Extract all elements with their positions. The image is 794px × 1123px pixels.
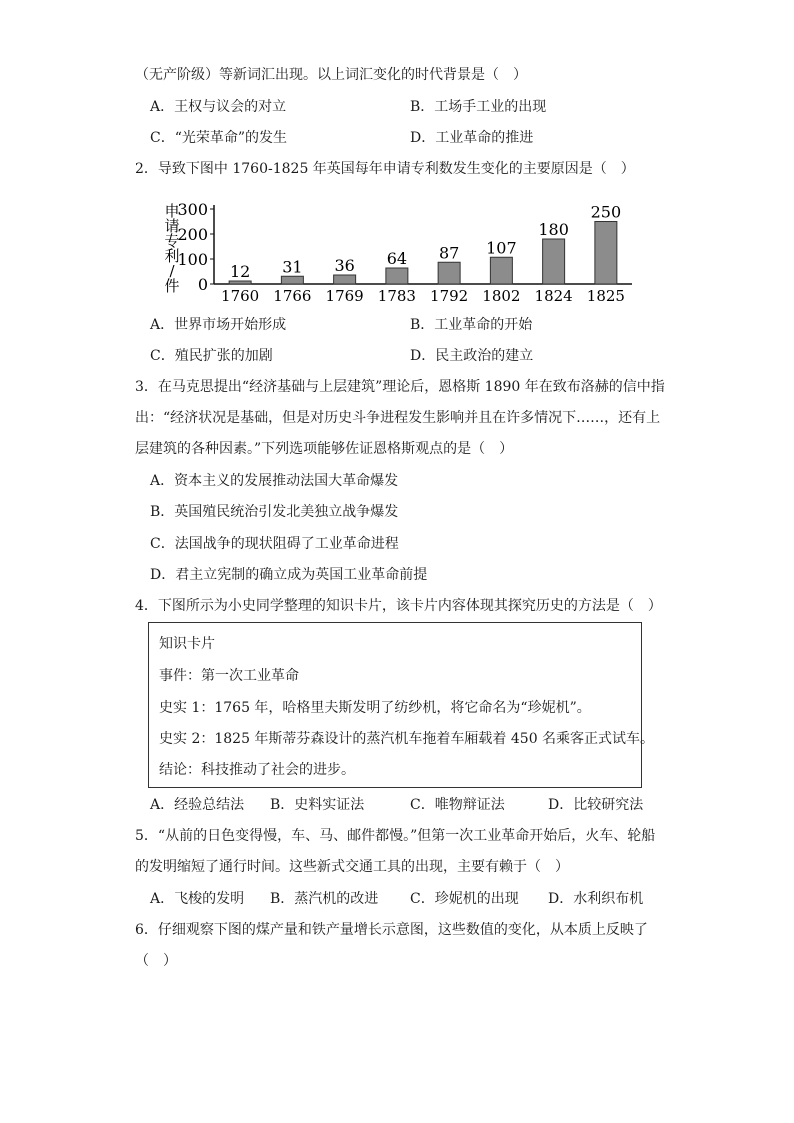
bar-data-label: 250 bbox=[590, 202, 622, 222]
q4-option-a[interactable]: A．经验总结法 bbox=[150, 797, 245, 813]
x-tick-label: 1783 bbox=[377, 287, 416, 305]
q3-stem-line2: 出：“经济状况是基础，但是对历史斗争进程发生影响并且在许多情况下……，还有上 bbox=[135, 410, 661, 426]
q1-option-b[interactable]: B．工场手工业的出现 bbox=[410, 99, 547, 115]
q1-option-c[interactable]: C．“光荣革命”的发生 bbox=[150, 130, 288, 146]
q6-stem-line1: 6．仔细观察下图的煤产量和铁产量增长示意图，这些数值的变化，从本质上反映了 bbox=[135, 922, 648, 938]
x-tick-label: 1824 bbox=[534, 287, 573, 305]
q3-option-d[interactable]: D．君主立宪制的确立成为英国工业革命前提 bbox=[150, 567, 428, 583]
bar bbox=[229, 281, 251, 284]
y-tick-label: 100 bbox=[177, 250, 208, 269]
bar bbox=[438, 262, 460, 284]
bar-data-label: 180 bbox=[538, 220, 569, 239]
bar bbox=[595, 222, 617, 285]
q1-option-a[interactable]: A．王权与议会的对立 bbox=[150, 99, 287, 115]
card-fact-1: 史实 1：1765 年，哈格里夫斯发明了纺纱机，将它命名为“珍妮机”。 bbox=[159, 700, 591, 716]
q5-option-b[interactable]: B．蒸汽机的改进 bbox=[270, 891, 379, 907]
bar bbox=[386, 268, 408, 284]
q2-stem: 2．导致下图中 1760-1825 年英国每年申请专利数发生变化的主要原因是（ ） bbox=[135, 161, 635, 177]
card-conclusion: 结论：科技推动了社会的进步。 bbox=[159, 762, 355, 778]
x-tick-label: 1769 bbox=[325, 287, 364, 305]
q3-option-c[interactable]: C．法国战争的现状阻碍了工业革命进程 bbox=[150, 536, 399, 552]
x-tick-label: 1760 bbox=[221, 287, 260, 305]
y-axis-label: 申请专利/件 bbox=[164, 202, 180, 295]
q2-option-d[interactable]: D．民主政治的建立 bbox=[410, 348, 534, 364]
card-event: 事件：第一次工业革命 bbox=[159, 668, 299, 684]
bar-data-label: 31 bbox=[282, 257, 303, 277]
x-tick-label: 1792 bbox=[430, 287, 469, 305]
q4-option-c[interactable]: C．唯物辩证法 bbox=[410, 797, 505, 813]
q5-option-c[interactable]: C．珍妮机的出现 bbox=[410, 891, 519, 907]
q5-stem-line2: 的发明缩短了通行时间。这些新式交通工具的出现，主要有赖于（ ） bbox=[135, 859, 569, 875]
q3-stem-line3: 层建筑的各种因素。”下列选项能够佐证恩格斯观点的是（ ） bbox=[135, 441, 514, 457]
bar-data-label: 107 bbox=[486, 238, 517, 258]
q3-stem-line1: 3．在马克思提出“经济基础与上层建筑”理论后，恩格斯 1890 年在致布洛赫的信中指 bbox=[135, 379, 665, 395]
q4-option-d[interactable]: D．比较研究法 bbox=[548, 797, 644, 813]
q3-option-b[interactable]: B．英国殖民统治引发北美独立战争爆发 bbox=[150, 504, 399, 520]
q1-stem-tail: （无产阶级）等新词汇出现。以上词汇变化的时代背景是（ ） bbox=[135, 67, 527, 83]
bar bbox=[281, 276, 303, 284]
q2-option-b[interactable]: B．工业革命的开始 bbox=[410, 317, 533, 333]
q2-option-c[interactable]: C．殖民扩张的加剧 bbox=[150, 348, 273, 364]
bar bbox=[334, 275, 356, 284]
bar-data-label: 36 bbox=[334, 256, 355, 275]
bar bbox=[543, 239, 565, 284]
y-tick-label: 0 bbox=[197, 275, 208, 294]
q4-option-b[interactable]: B．史料实证法 bbox=[270, 797, 365, 813]
patent-bar-chart bbox=[160, 196, 640, 306]
x-tick-label: 1766 bbox=[273, 287, 312, 305]
q4-stem: 4．下图所示为小史同学整理的知识卡片，该卡片内容体现其探究历史的方法是（ ） bbox=[135, 598, 662, 614]
bar-data-label: 12 bbox=[229, 262, 251, 281]
q5-stem-line1: 5．“从前的日色变得慢，车、马、邮件都慢。”但第一次工业革命开始后，火车、轮船 bbox=[135, 828, 656, 844]
bar-data-label: 64 bbox=[386, 249, 408, 268]
card-title: 知识卡片 bbox=[159, 636, 215, 652]
y-tick-label: 300 bbox=[177, 200, 208, 219]
q3-option-a[interactable]: A．资本主义的发展推动法国大革命爆发 bbox=[150, 473, 399, 489]
knowledge-card bbox=[148, 622, 655, 788]
q1-option-d[interactable]: D．工业革命的推进 bbox=[410, 130, 534, 146]
bar bbox=[490, 257, 512, 284]
q6-stem-line2: （ ） bbox=[135, 953, 177, 969]
card-fact-2: 史实 2：1825 年斯蒂芬森设计的蒸汽机车拖着车厢载着 450 名乘客正式试车。 bbox=[159, 731, 655, 747]
q5-option-a[interactable]: A．飞梭的发明 bbox=[150, 891, 245, 907]
x-tick-label: 1802 bbox=[482, 287, 521, 305]
q5-option-d[interactable]: D．水利织布机 bbox=[548, 891, 644, 907]
x-tick-label: 1825 bbox=[586, 287, 625, 305]
bar-data-label: 87 bbox=[438, 243, 460, 263]
y-tick-label: 200 bbox=[177, 225, 208, 244]
q2-option-a[interactable]: A．世界市场开始形成 bbox=[150, 317, 287, 333]
